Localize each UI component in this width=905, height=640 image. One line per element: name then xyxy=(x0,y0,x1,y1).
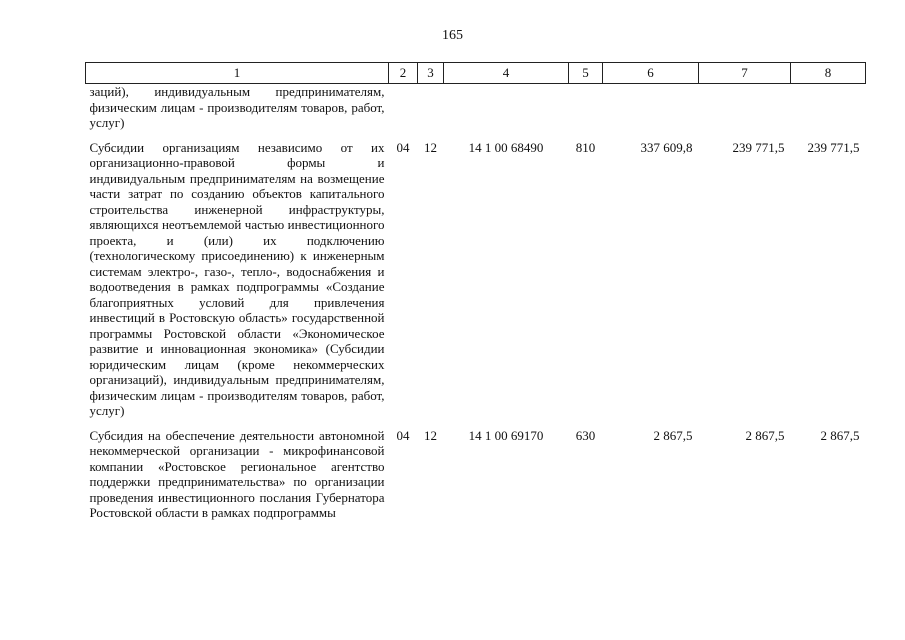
table-header xyxy=(86,63,866,84)
row-description: Субсидия на обеспечение деятельности автономной некоммерческой организации - микрофинансовой компании «Ростовское региональное агентство поддержки предпринимательства» по организации проведения инвестиционного послания Губернатора Ростовской области в рамках подпрограммы xyxy=(89,427,385,520)
row-description: заций), индивидуальным предпринимателям, физическим лицам - производителям товаров, работ, услуг) xyxy=(89,84,385,130)
row-target-article: 14 1 00 68490 xyxy=(468,139,544,155)
row-amount-1 xyxy=(603,84,699,140)
row-subsection: 12 xyxy=(424,139,437,155)
row-subsection: 12 xyxy=(424,427,437,443)
row-target-article xyxy=(444,84,569,140)
row-amount-3 xyxy=(791,84,866,140)
row-amount-1: 2 867,5 xyxy=(653,427,693,443)
row-section: 04 xyxy=(396,139,410,155)
row-expense-type xyxy=(569,84,603,140)
header-col-6: 6 xyxy=(603,63,699,84)
header-col-4: 4 xyxy=(444,63,569,84)
budget-table xyxy=(85,62,866,521)
header-col-3: 3 xyxy=(418,63,444,84)
header-col-2: 2 xyxy=(389,63,418,84)
header-row xyxy=(86,63,866,84)
header-col-7: 7 xyxy=(699,63,791,84)
row-description: Субсидии организациям независимо от их организационно-правовой формы и индивидуальным предпринимателям на возмещение части затрат по созданию объектов капитального строительства инженерной инфраструктуры, являющихся неотъемлемой частью инвестиционного проекта, и (или) их подключению (технологическому присоединению) к инженерным системам электро-, газо-, тепло-, водоснабжения и водоотведения в рамках подпрограммы «Создание благоприятных условий для привлечения инвестиций в Ростовскую область» государственной программы Ростовской области «Экономическое развитие и инновационная экономика» (Субсидии юридическим лицам (кроме некоммерческих организаций), индивидуальным предпринимателям, физическим лицам - производителям товаров, работ, услуг) xyxy=(89,139,385,418)
table-body xyxy=(86,84,866,521)
header-col-8: 8 xyxy=(791,63,866,84)
row-expense-type: 630 xyxy=(575,427,596,443)
table-row xyxy=(86,140,866,428)
row-subsection xyxy=(418,84,444,140)
row-section: 04 xyxy=(396,427,410,443)
row-amount-1: 337 609,8 xyxy=(640,139,693,155)
row-target-article: 14 1 00 69170 xyxy=(468,427,544,443)
table-row xyxy=(86,428,866,521)
header-col-5: 5 xyxy=(569,63,603,84)
row-amount-2: 2 867,5 xyxy=(745,427,785,443)
row-section xyxy=(389,84,418,140)
row-amount-2 xyxy=(699,84,791,140)
table-row xyxy=(86,84,866,140)
page-number: 165 xyxy=(442,28,463,43)
row-amount-3: 2 867,5 xyxy=(820,427,860,443)
header-col-1: 1 xyxy=(86,63,389,84)
row-expense-type: 810 xyxy=(575,139,596,155)
row-amount-3: 239 771,5 xyxy=(807,139,860,155)
row-amount-2: 239 771,5 xyxy=(732,139,785,155)
